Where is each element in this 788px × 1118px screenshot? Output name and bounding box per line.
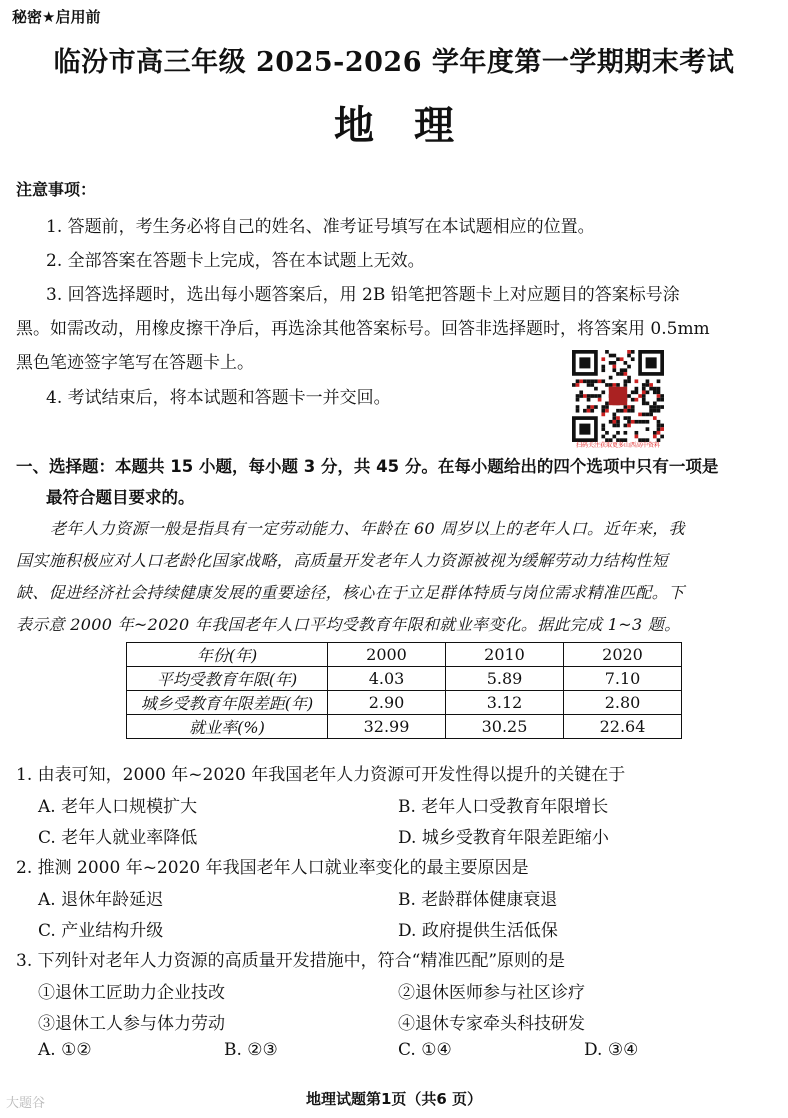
passage-line-1: 老年人力资源一般是指具有一定劳动能力、年龄在 60 周岁以上的老年人口。近年来，我 xyxy=(50,519,685,538)
table-header-row xyxy=(127,643,682,667)
watermark-logo: 大题谷 xyxy=(6,1096,46,1111)
q1-option-c[interactable]: C. 老年人就业率降低 xyxy=(38,828,198,848)
q3-item-3: ③退休工人参与体力劳动 xyxy=(38,1014,225,1034)
question-1-stem: 1. 由表可知，2000 年~2020 年我国老年人力资源可开发性得以提升的关键在于 xyxy=(16,765,626,785)
secret-label: 秘密★启用前 xyxy=(12,8,101,26)
q1-option-d[interactable]: D. 城乡受教育年限差距缩小 xyxy=(398,828,609,848)
section-heading: 一、选择题：本题共 15 小题，每小题 3 分，共 45 分。在每小题给出的四个选项中只有一项是 xyxy=(16,457,719,476)
table-cell: 32.99 xyxy=(328,715,446,739)
table-row xyxy=(127,691,682,715)
question-2-stem: 2. 推测 2000 年~2020 年我国老年人口就业率变化的最主要原因是 xyxy=(16,858,529,878)
q3-item-1: ①退休工匠助力企业技改 xyxy=(38,983,225,1003)
table-cell: 2.90 xyxy=(328,691,446,715)
table-header-cell: 2000 xyxy=(328,643,446,667)
table-cell: 3.12 xyxy=(446,691,564,715)
qr-code-icon[interactable] xyxy=(572,350,664,442)
page-footer: 地理试题第1页（共6 页） xyxy=(305,1090,483,1108)
notice-line-2: 2. 全部答案在答题卡上完成，答在本试题上无效。 xyxy=(46,251,425,271)
q3-option-b[interactable]: B. ②③ xyxy=(224,1040,278,1060)
table-cell: 7.10 xyxy=(564,667,682,691)
exam-title: 临汾市高三年级 2025-2026 学年度第一学期期末考试 xyxy=(53,47,735,78)
q3-item-2: ②退休医师参与社区诊疗 xyxy=(398,983,585,1003)
subject-title: 地理 xyxy=(334,103,494,149)
notice-line-3: 3. 回答选择题时，选出每小题答案后，用 2B 铅笔把答题卡上对应题目的答案标号涂 xyxy=(46,285,680,305)
table-cell: 就业率(%) xyxy=(127,715,328,739)
table-cell: 5.89 xyxy=(446,667,564,691)
table-cell: 22.64 xyxy=(564,715,682,739)
q3-item-4: ④退休专家牵头科技研发 xyxy=(398,1014,585,1034)
question-3-stem: 3. 下列针对老年人力资源的高质量开发措施中，符合“精准匹配”原则的是 xyxy=(16,951,566,971)
qr-caption: 扫码关注获取更多山西高中资料 xyxy=(575,442,660,449)
notice-line-6: 4. 考试结束后，将本试题和答题卡一并交回。 xyxy=(46,388,391,408)
table-cell: 4.03 xyxy=(328,667,446,691)
q3-option-d[interactable]: D. ③④ xyxy=(584,1040,639,1060)
table-header-cell: 2010 xyxy=(446,643,564,667)
q2-option-b[interactable]: B. 老龄群体健康衰退 xyxy=(398,890,558,910)
notice-line-4: 黑。如需改动，用橡皮擦干净后，再选涂其他答案标号。回答非选择题时，将答案用 0.5mm xyxy=(16,319,710,339)
table-header-cell: 2020 xyxy=(564,643,682,667)
q2-option-a[interactable]: A. 退休年龄延迟 xyxy=(38,890,164,910)
q3-option-c[interactable]: C. ①④ xyxy=(398,1040,452,1060)
table-cell: 城乡受教育年限差距(年) xyxy=(127,691,328,715)
table-row xyxy=(127,715,682,739)
table-cell: 2.80 xyxy=(564,691,682,715)
q1-option-a[interactable]: A. 老年人口规模扩大 xyxy=(38,797,198,817)
q2-option-d[interactable]: D. 政府提供生活低保 xyxy=(398,921,558,941)
section-heading-cont: 最符合题目要求的。 xyxy=(46,488,195,507)
q3-option-a[interactable]: A. ①② xyxy=(38,1040,92,1060)
passage-line-4: 表示意 2000 年~2020 年我国老年人口平均受教育年限和就业率变化。据此完成 1~3 题。 xyxy=(16,615,681,634)
q2-option-c[interactable]: C. 产业结构升级 xyxy=(38,921,164,941)
table-header-cell: 年份(年) xyxy=(127,643,328,667)
table-row xyxy=(127,667,682,691)
notice-line-5: 黑色笔迹签字笔写在答题卡上。 xyxy=(16,353,254,373)
passage-line-2: 国实施积极应对人口老龄化国家战略，高质量开发老年人力资源被视为缓解劳动力结构性短 xyxy=(16,551,669,570)
data-table xyxy=(126,642,682,739)
table-cell: 平均受教育年限(年) xyxy=(127,667,328,691)
passage-line-3: 缺、促进经济社会持续健康发展的重要途径，核心在于立足群体特质与岗位需求精准匹配。下 xyxy=(16,583,685,602)
notice-line-1: 1. 答题前，考生务必将自己的姓名、准考证号填写在本试题相应的位置。 xyxy=(46,217,595,237)
notice-title: 注意事项： xyxy=(16,180,97,199)
table-cell: 30.25 xyxy=(446,715,564,739)
q1-option-b[interactable]: B. 老年人口受教育年限增长 xyxy=(398,797,609,817)
